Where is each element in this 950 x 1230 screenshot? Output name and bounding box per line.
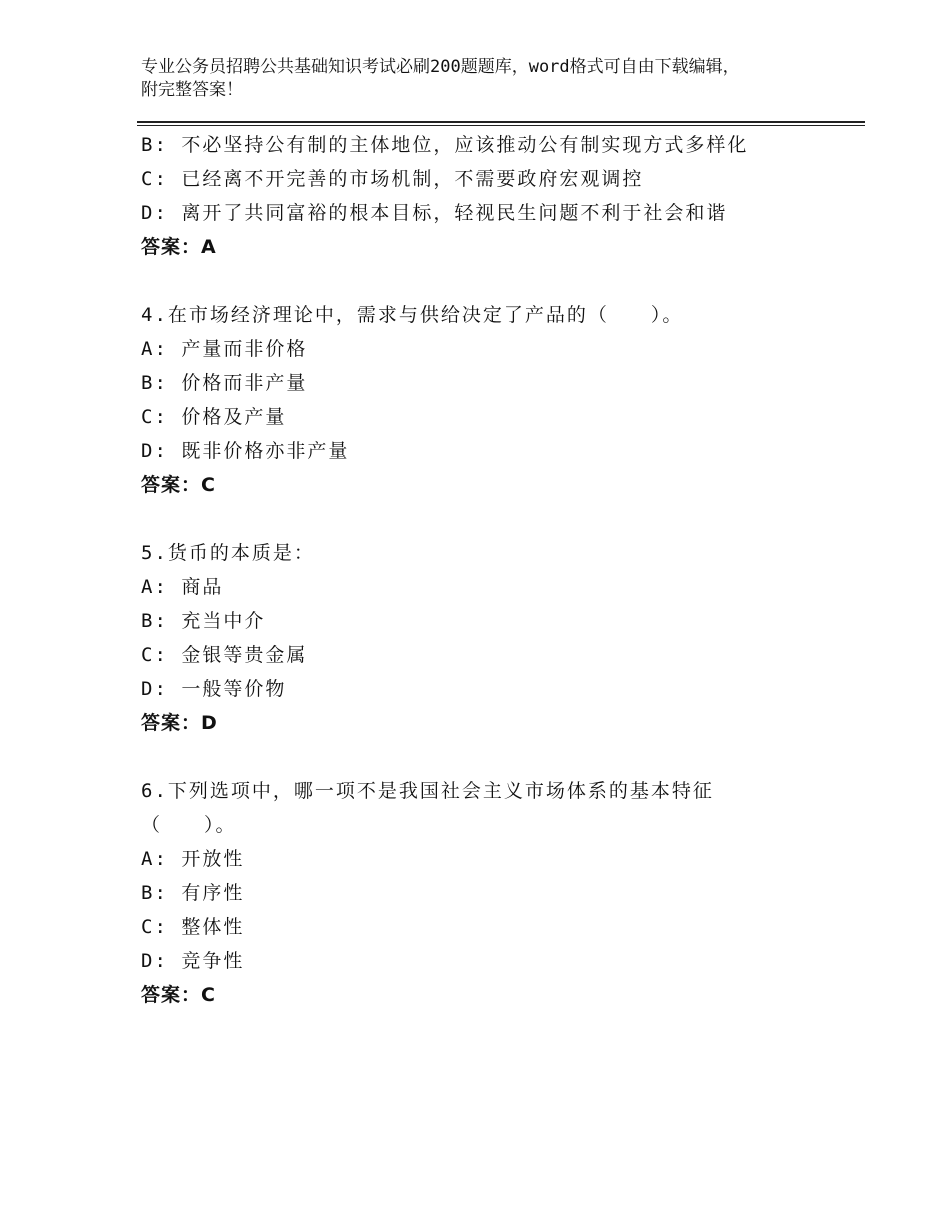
- spacer: [141, 264, 841, 298]
- option-b: B: 充当中介: [141, 610, 266, 632]
- option-a: A: 商品: [141, 576, 224, 598]
- option-c: C: 已经离不开完善的市场机制，不需要政府宏观调控: [141, 168, 644, 190]
- option-c: C: 价格及产量: [141, 406, 287, 428]
- question-stem: 6.下列选项中，哪一项不是我国社会主义市场体系的基本特征: [141, 780, 714, 802]
- answer-label: 答案：C: [141, 474, 216, 496]
- option-d: D: 既非价格亦非产量: [141, 440, 350, 462]
- question-stem: 5.货币的本质是：: [141, 542, 315, 564]
- header-divider-thick: [137, 121, 865, 123]
- option-d: D: 竞争性: [141, 950, 245, 972]
- question-stem: 4.在市场经济理论中，需求与供给决定了产品的（ ）。: [141, 304, 684, 326]
- header-line-1: 专业公务员招聘公共基础知识考试必刷200题题库，word格式可自由下载编辑，: [141, 57, 740, 77]
- answer-label: 答案：C: [141, 984, 216, 1006]
- option-d: D: 离开了共同富裕的根本目标，轻视民生问题不利于社会和谐: [141, 202, 728, 224]
- option-a: A: 开放性: [141, 848, 245, 870]
- option-b: B: 价格而非产量: [141, 372, 308, 394]
- option-b: B: 有序性: [141, 882, 245, 904]
- question-6: [141, 774, 841, 1012]
- option-d: D: 一般等价物: [141, 678, 287, 700]
- answer-label: 答案：D: [141, 712, 218, 734]
- question-5: [141, 536, 841, 740]
- document-header: [141, 56, 821, 102]
- option-c: C: 金银等贵金属: [141, 644, 308, 666]
- option-a: A: 产量而非价格: [141, 338, 308, 360]
- question-4: [141, 298, 841, 502]
- header-line-2: 附完整答案！: [141, 80, 243, 100]
- option-c: C: 整体性: [141, 916, 245, 938]
- header-divider-thin: [137, 125, 865, 126]
- answer-label: 答案：A: [141, 236, 217, 258]
- spacer: [141, 502, 841, 536]
- question-continued: [141, 128, 841, 264]
- spacer: [141, 740, 841, 774]
- option-b: B: 不必坚持公有制的主体地位，应该推动公有制实现方式多样化: [141, 134, 749, 156]
- question-stem-continued: （ ）。: [141, 814, 237, 836]
- question-list: [141, 128, 841, 1012]
